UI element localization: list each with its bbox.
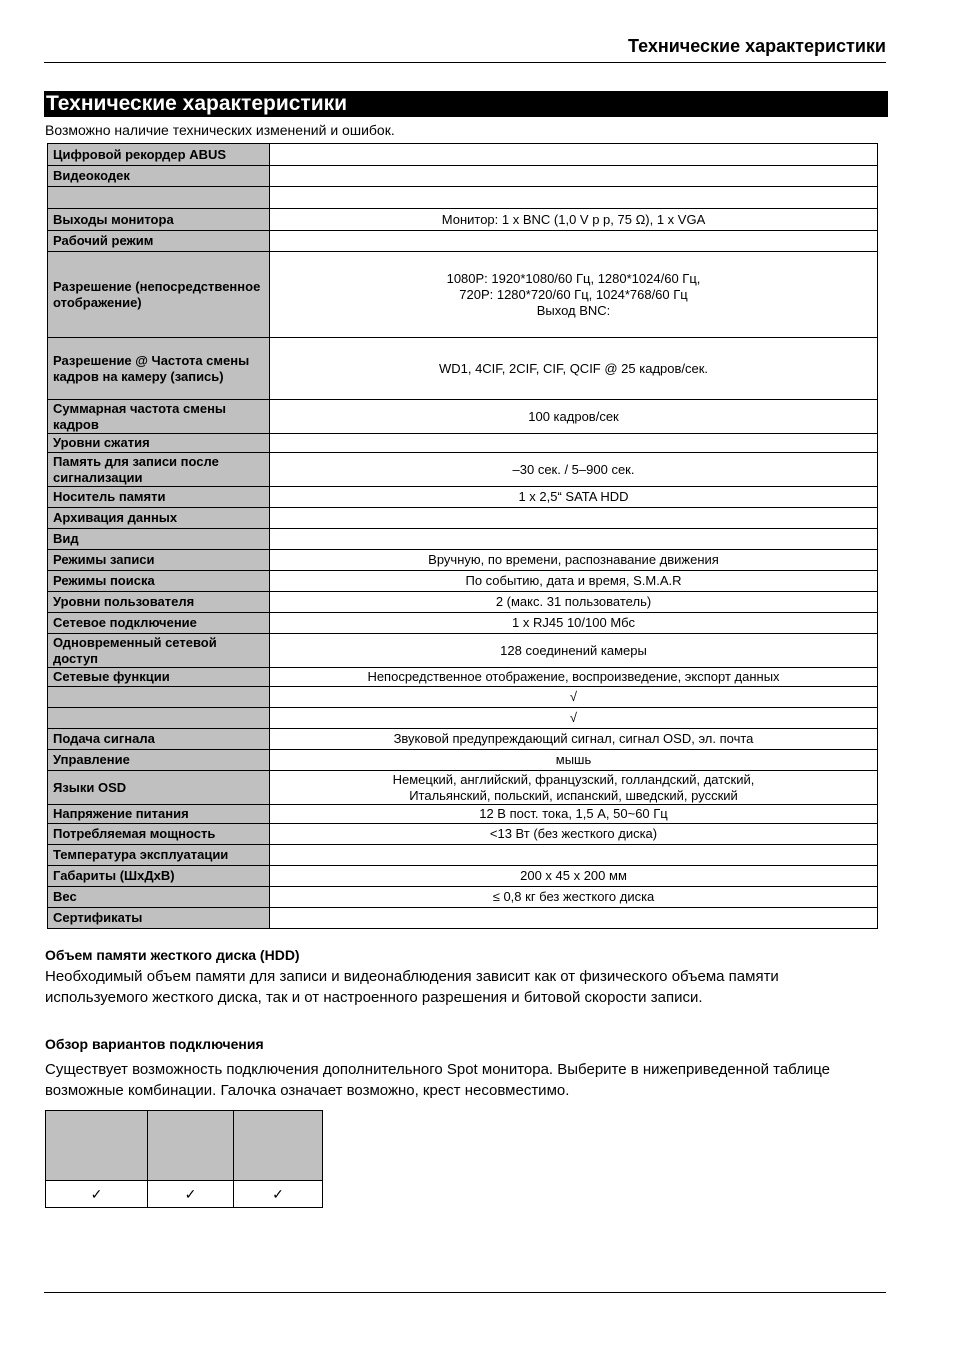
spec-label: Цифровой рекордер ABUS [48, 144, 270, 166]
spec-label: Носитель памяти [48, 487, 270, 508]
spec-row [48, 592, 878, 613]
spec-value: мышь [270, 750, 878, 771]
spec-label: Управление [48, 750, 270, 771]
spec-label: Вид [48, 529, 270, 550]
connections-paragraph: Существует возможность подключения дополнительного Spot монитора. Выберите в нижеприведенной таблице возможные комбинации. Галочка означает возможно, крест несовместимо. [45, 1061, 830, 1099]
spec-label: Одновременный сетевой доступ [48, 634, 270, 668]
page-header-title: Технические характеристики [627, 36, 886, 56]
spec-row [48, 668, 878, 687]
spec-value [270, 434, 878, 453]
connection-header-cell [148, 1111, 234, 1181]
spec-label: Потребляемая мощность [48, 824, 270, 845]
spec-row [48, 487, 878, 508]
spec-label: Выходы монитора [48, 209, 270, 231]
spec-value: <13 Вт (без жесткого диска) [270, 824, 878, 845]
spec-row [48, 144, 878, 166]
spec-value: 12 В пост. тока, 1,5 A, 50~60 Гц [270, 805, 878, 824]
spec-row [48, 187, 878, 209]
spec-row [48, 338, 878, 400]
spec-value: –30 сек. / 5–900 сек. [270, 453, 878, 487]
spec-label: Напряжение питания [48, 805, 270, 824]
spec-label: Габариты (ШxДxВ) [48, 866, 270, 887]
connections-heading: Обзор вариантов подключения [45, 1036, 264, 1052]
spec-row [48, 529, 878, 550]
hdd-paragraph: Необходимый объем памяти для записи и видеонаблюдения зависит как от физического объема памяти используемого жесткого диска, так и от настроенного разрешения и битовой скорости записи. [45, 968, 779, 1006]
header-divider [44, 62, 886, 63]
spec-row [48, 824, 878, 845]
spec-label: Подача сигнала [48, 729, 270, 750]
spec-value [270, 529, 878, 550]
spec-value [270, 908, 878, 929]
spec-row [48, 771, 878, 805]
spec-row [48, 231, 878, 252]
spec-value: √ [270, 687, 878, 708]
spec-value: Вручную, по времени, распознавание движения [270, 550, 878, 571]
spec-value [270, 231, 878, 252]
spec-value: 200 x 45 x 200 мм [270, 866, 878, 887]
spec-value: 2 (макс. 31 пользователь) [270, 592, 878, 613]
spec-row [48, 729, 878, 750]
spec-value [270, 166, 878, 187]
spec-label: Разрешение (непосредственное отображение) [48, 252, 270, 338]
spec-row [48, 908, 878, 929]
checkmark-cell: ✓ [234, 1181, 323, 1208]
spec-value: 1080P: 1920*1080/60 Гц, 1280*1024/60 Гц, 720P: 1280*720/60 Гц, 1024*768/60 Гц Выход BNC: [270, 252, 878, 338]
spec-row [48, 708, 878, 729]
spec-value [270, 845, 878, 866]
spec-table [47, 143, 878, 929]
spec-row [48, 634, 878, 668]
spec-value: WD1, 4CIF, 2CIF, CIF, QCIF @ 25 кадров/сек. [270, 338, 878, 400]
connection-header-cell [234, 1111, 323, 1181]
spec-value: Звуковой предупреждающий сигнал, сигнал OSD, эл. почта [270, 729, 878, 750]
connection-table-header-row [46, 1111, 323, 1181]
spec-row [48, 571, 878, 592]
disclaimer-note: Возможно наличие технических изменений и ошибок. [45, 122, 395, 138]
spec-label: Сетевые функции [48, 668, 270, 687]
spec-row [48, 805, 878, 824]
spec-row [48, 400, 878, 434]
spec-row [48, 550, 878, 571]
spec-value [270, 187, 878, 209]
spec-label [48, 687, 270, 708]
footer-divider [44, 1292, 886, 1293]
spec-row [48, 252, 878, 338]
connection-header-cell [46, 1111, 148, 1181]
spec-label: Рабочий режим [48, 231, 270, 252]
spec-label: Сетевое подключение [48, 613, 270, 634]
connection-options-table [45, 1110, 323, 1208]
spec-value [270, 144, 878, 166]
spec-value: Непосредственное отображение, воспроизведение, экспорт данных [270, 668, 878, 687]
spec-row [48, 687, 878, 708]
hdd-heading: Объем памяти жесткого диска (HDD) [45, 947, 300, 963]
spec-row [48, 166, 878, 187]
section-title: Технические характеристики [44, 91, 888, 117]
connection-table-mark-row [46, 1181, 323, 1208]
spec-value: Немецкий, английский, французский, голландский, датский, Итальянский, польский, испанский, шведский, русский [270, 771, 878, 805]
checkmark-cell: ✓ [148, 1181, 234, 1208]
spec-label: Режимы поиска [48, 571, 270, 592]
spec-row [48, 750, 878, 771]
spec-label: Видеокодек [48, 166, 270, 187]
spec-label [48, 187, 270, 209]
spec-value: 128 соединений камеры [270, 634, 878, 668]
spec-row [48, 887, 878, 908]
spec-label: Уровни пользователя [48, 592, 270, 613]
spec-value: По событию, дата и время, S.M.A.R [270, 571, 878, 592]
spec-row [48, 845, 878, 866]
spec-row [48, 866, 878, 887]
spec-row [48, 508, 878, 529]
spec-label: Архивация данных [48, 508, 270, 529]
spec-label: Память для записи после сигнализации [48, 453, 270, 487]
spec-value: 1 x 2,5“ SATA HDD [270, 487, 878, 508]
spec-label: Языки OSD [48, 771, 270, 805]
spec-value: 1 x RJ45 10/100 Мбс [270, 613, 878, 634]
checkmark-cell: ✓ [46, 1181, 148, 1208]
spec-label: Разрешение @ Частота смены кадров на камеру (запись) [48, 338, 270, 400]
spec-label [48, 708, 270, 729]
spec-row [48, 613, 878, 634]
spec-label: Температура эксплуатации [48, 845, 270, 866]
spec-value: 100 кадров/сек [270, 400, 878, 434]
spec-row [48, 434, 878, 453]
spec-label: Сертификаты [48, 908, 270, 929]
spec-label: Уровни сжатия [48, 434, 270, 453]
spec-label: Режимы записи [48, 550, 270, 571]
spec-value: ≤ 0,8 кг без жесткого диска [270, 887, 878, 908]
spec-row [48, 209, 878, 231]
spec-value: Монитор: 1 x BNC (1,0 V p p, 75 Ω), 1 x VGA [270, 209, 878, 231]
spec-label: Вес [48, 887, 270, 908]
spec-value [270, 508, 878, 529]
spec-row [48, 453, 878, 487]
spec-label: Суммарная частота смены кадров [48, 400, 270, 434]
spec-value: √ [270, 708, 878, 729]
